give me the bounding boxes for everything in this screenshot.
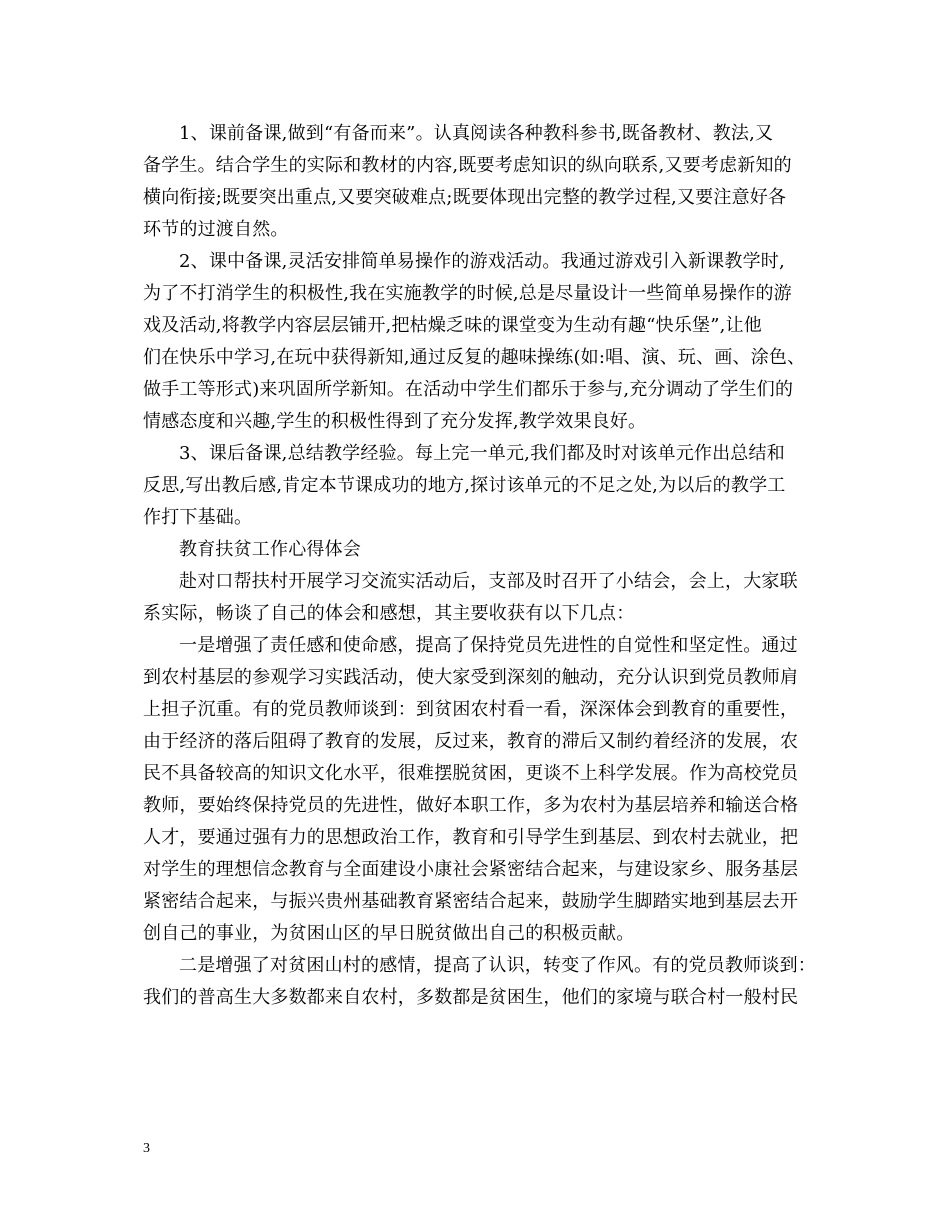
text-line: 上担子沉重。有的党员教师谈到：到贫困农村看一看，深深体会到教育的重要性， <box>143 699 799 720</box>
text-line: 人才，要通过强有力的思想政治工作，教育和引导学生到基层、到农村去就业，把 <box>143 827 799 848</box>
text-line: 戏及活动,将教学内容层层铺开,把枯燥乏味的课堂变为生动有趣“快乐堡”,让他 <box>143 315 762 336</box>
text-line: 赴对口帮扶村开展学习交流实活动后，支部及时召开了小结会，会上，大家联 <box>179 571 798 592</box>
text-line: 环节的过渡自然。 <box>143 219 289 240</box>
text-line: 到农村基层的参观学习实践活动，使大家受到深刻的触动，充分认识到党员教师肩 <box>143 667 799 688</box>
text-line: 紧密结合起来，与振兴贵州基础教育紧密结合起来，鼓励学生脚踏实地到基层去开 <box>143 891 799 912</box>
section-heading: 教育扶贫工作心得体会 <box>179 539 361 560</box>
text-line: 反思,写出教后感,肯定本节课成功的地方,探讨该单元的不足之处,为以后的教学工 <box>143 475 786 496</box>
text-line: 3、课后备课,总结教学经验。每上完一单元,我们都及时对该单元作出总结和 <box>179 443 785 464</box>
text-line: 二是增强了对贫困山村的感情，提高了认识，转变了作风。有的党员教师谈到： <box>179 955 816 976</box>
text-line: 对学生的理想信念教育与全面建设小康社会紧密结合起来，与建设家乡、服务基层 <box>143 859 799 880</box>
text-line: 作打下基础。 <box>143 507 253 528</box>
text-line: 由于经济的落后阻碍了教育的发展，反过来，教育的滞后又制约着经济的发展，农 <box>143 731 799 752</box>
text-line: 一是增强了责任感和使命感，提高了保持党员先进性的自觉性和坚定性。通过 <box>179 635 798 656</box>
text-line: 创自己的事业，为贫困山区的早日脱贫做出自己的积极贡献。 <box>143 923 635 944</box>
page-number: 3 <box>143 1141 150 1156</box>
text-line: 们在快乐中学习,在玩中获得新知,通过反复的趣味操练(如:唱、演、玩、画、涂色、 <box>143 347 806 368</box>
text-line: 备学生。结合学生的实际和教材的内容,既要考虑知识的纵向联系,又要考虑新知的 <box>143 155 792 176</box>
text-line: 横向衔接;既要突出重点,又要突破难点;既要体现出完整的教学过程,又要注意好各 <box>143 187 787 208</box>
text-line: 系实际，畅谈了自己的体会和感想，其主要收获有以下几点： <box>143 603 635 624</box>
text-line: 我们的普高生大多数都来自农村，多数都是贫困生，他们的家境与联合村一般村民 <box>143 987 799 1008</box>
text-line: 情感态度和兴趣,学生的积极性得到了充分发挥,教学效果良好。 <box>143 411 647 432</box>
text-line: 1、课前备课,做到“有备而来”。认真阅读各种教科参书,既备教材、教法,又 <box>179 123 774 144</box>
text-line: 2、课中备课,灵活安排简单易操作的游戏活动。我通过游戏引入新课教学时, <box>179 251 785 272</box>
text-line: 民不具备较高的知识文化水平，很难摆脱贫困，更谈不上科学发展。作为高校党员 <box>143 763 799 784</box>
text-line: 做手工等形式)来巩固所学新知。在活动中学生们都乐于参与,充分调动了学生们的 <box>143 379 794 400</box>
text-line: 为了不打消学生的积极性,我在实施教学的时候,总是尽量设计一些简单易操作的游 <box>143 283 792 304</box>
text-line: 教师，要始终保持党员的先进性，做好本职工作，多为农村为基层培养和输送合格 <box>143 795 799 816</box>
